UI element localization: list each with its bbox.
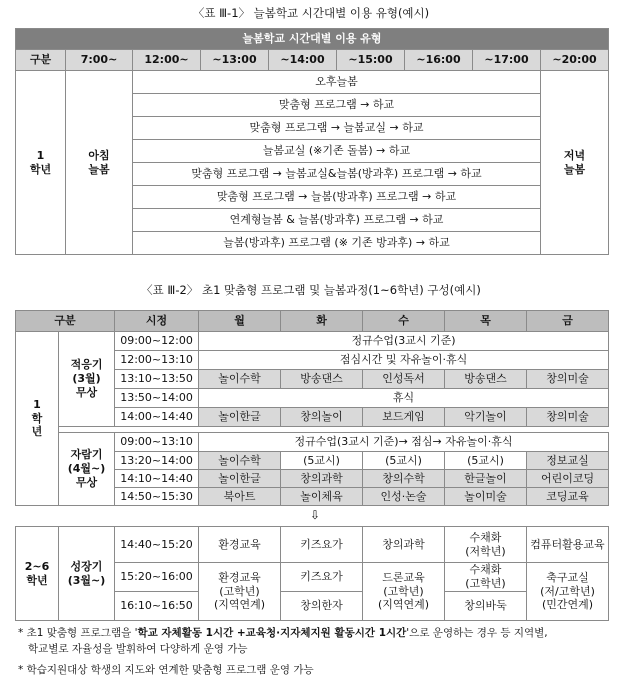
span-cell: 휴식 (199, 389, 609, 408)
table2-header: 목 (445, 311, 527, 332)
program-cell: 보드게임 (363, 408, 445, 427)
note-1-bold: 학교 자체활동 1시간 +교육청·지자체지원 활동시간 1시간 (137, 627, 407, 639)
time-cell: 12:00~13:10 (115, 351, 199, 370)
program-cell: 창의미술 (527, 408, 609, 427)
time-cell: 13:50~14:00 (115, 389, 199, 408)
program-cell: 놀이수학 (199, 370, 281, 389)
program-cell: 수채화 (고학년) (445, 563, 527, 592)
table1-header: ~20:00 (541, 50, 609, 71)
span-cell: 정규수업(3교시 기준)→ 점심→ 자유놀이·휴식 (199, 433, 609, 452)
note-1-pre: * 초1 맞춤형 프로그램을 ' (18, 627, 138, 639)
table1-header: ~15:00 (337, 50, 405, 71)
program-cell: 창의수학 (363, 470, 445, 488)
table2-grade1: 1 학 년 (16, 332, 59, 506)
program-cell: 창의과학 (363, 527, 445, 563)
table1-header: ~14:00 (269, 50, 337, 71)
table1-row: 맞춤형 프로그램 → 하교 (133, 94, 541, 117)
time-cell: 15:20~16:00 (115, 563, 199, 592)
table2-header: 월 (199, 311, 281, 332)
program-cell: 컴퓨터활용교육 (527, 527, 609, 563)
program-cell: (5교시) (445, 452, 527, 470)
table1-caption: 〈표 Ⅲ-1〉 늘봄학교 시간대별 이용 유형(예시) (192, 6, 430, 20)
program-cell: 한글놀이 (445, 470, 527, 488)
program-cell: 놀이수학 (199, 452, 281, 470)
program-cell: (5교시) (363, 452, 445, 470)
table1-row: 연계형늘봄 & 늘봄(방과후) 프로그램 → 하교 (133, 209, 541, 232)
table1-evening: 저녁 늘봄 (541, 71, 609, 255)
program-cell: 정보교실 (527, 452, 609, 470)
table2-grade26-label: 2~6 학년 (16, 527, 59, 621)
time-cell: 09:00~13:10 (115, 433, 199, 452)
table1-header: ~17:00 (473, 50, 541, 71)
table1-title: 늘봄학교 시간대별 이용 유형 (16, 29, 609, 50)
program-cell: 수채화 (저학년) (445, 527, 527, 563)
table2-adapt-period: 적응기 (3월) 무상 (59, 332, 115, 427)
table1-header-row (16, 50, 609, 71)
table1-row: 맞춤형 프로그램 → 늘봄(방과후) 프로그램 → 하교 (133, 186, 541, 209)
table1 (15, 28, 609, 255)
time-cell: 09:00~12:00 (115, 332, 199, 351)
table1-row: 늘봄(방과후) 프로그램 (※ 기존 방과후) → 하교 (133, 232, 541, 255)
program-cell: 키즈요가 (281, 563, 363, 592)
span-cell: 점심시간 및 자유놀이·휴식 (199, 351, 609, 370)
table2-caption: 〈표 Ⅲ-2〉 초1 맞춤형 프로그램 및 늘봄과정(1~6학년) 구성(예시) (141, 283, 481, 297)
program-cell: 인성·논술 (363, 488, 445, 506)
program-cell: 놀이미술 (445, 488, 527, 506)
table2-grade26 (15, 526, 609, 621)
program-cell: 환경교육 (199, 527, 281, 563)
program-cell: 창의놀이 (281, 408, 363, 427)
note-1-line2: 학교별로 자율성을 발휘하여 다양하게 운영 가능 (28, 642, 248, 655)
program-cell: 어린이코딩 (527, 470, 609, 488)
program-cell: 놀이체육 (281, 488, 363, 506)
program-cell: (5교시) (281, 452, 363, 470)
table1-row: 늘봄교실 (※기존 돌봄) → 하교 (133, 140, 541, 163)
program-cell: 코딩교육 (527, 488, 609, 506)
program-cell: 놀이한글 (199, 470, 281, 488)
table2 (15, 310, 609, 506)
program-cell: 환경교육 (고학년) (지역연계) (199, 563, 281, 621)
table1-row: 맞춤형 프로그램 → 늘봄교실&늘봄(방과후) 프로그램 → 하교 (133, 163, 541, 186)
program-cell: 놀이한글 (199, 408, 281, 427)
time-cell: 16:10~16:50 (115, 592, 199, 621)
program-cell: 북아트 (199, 488, 281, 506)
table1-header: 12:00~ (133, 50, 201, 71)
table1-row: 맞춤형 프로그램 → 늘봄교실 → 하교 (133, 117, 541, 140)
program-cell: 키즈요가 (281, 527, 363, 563)
table2-header: 시정 (115, 311, 199, 332)
time-cell: 14:00~14:40 (115, 408, 199, 427)
table2-header: 구분 (16, 311, 115, 332)
program-cell: 악기놀이 (445, 408, 527, 427)
time-cell: 14:10~14:40 (115, 470, 199, 488)
program-cell: 인성독서 (363, 370, 445, 389)
program-cell: 창의바둑 (445, 592, 527, 621)
time-cell: 14:40~15:20 (115, 527, 199, 563)
table1-grade: 1 학년 (16, 71, 66, 255)
note-1 (18, 626, 548, 658)
table1-row: 오후늘봄 (133, 71, 541, 94)
table2-header: 화 (281, 311, 363, 332)
note-2: * 학습지원대상 학생의 지도와 연계한 맞춤형 프로그램 운영 가능 (18, 664, 314, 676)
span-cell: 정규수업(3교시 기준) (199, 332, 609, 351)
note-1-post: '으로 운영하는 경우 등 지역별, (406, 627, 548, 639)
table1-header: 7:00~ (66, 50, 133, 71)
table1-morning: 아침 늘봄 (66, 71, 133, 255)
table2-header: 금 (527, 311, 609, 332)
table2-header: 수 (363, 311, 445, 332)
table2-header-row (16, 311, 609, 332)
table1-header: ~13:00 (201, 50, 269, 71)
table2-growth2-period: 성장기 (3월~) (59, 527, 115, 621)
program-cell: 드론교육 (고학년) (지역연계) (363, 563, 445, 621)
program-cell: 방송댄스 (445, 370, 527, 389)
time-cell: 13:20~14:00 (115, 452, 199, 470)
table1-header: ~16:00 (405, 50, 473, 71)
program-cell: 창의한자 (281, 592, 363, 621)
table2-growth-period: 자람기 (4월~) 무상 (59, 433, 115, 506)
time-cell: 13:10~13:50 (115, 370, 199, 389)
down-arrow-icon: ⇩ (310, 508, 321, 522)
program-cell: 창의과학 (281, 470, 363, 488)
program-cell: 축구교실 (저/고학년) (민간연계) (527, 563, 609, 621)
table1-header: 구분 (16, 50, 66, 71)
program-cell: 방송댄스 (281, 370, 363, 389)
time-cell: 14:50~15:30 (115, 488, 199, 506)
program-cell: 창의미술 (527, 370, 609, 389)
